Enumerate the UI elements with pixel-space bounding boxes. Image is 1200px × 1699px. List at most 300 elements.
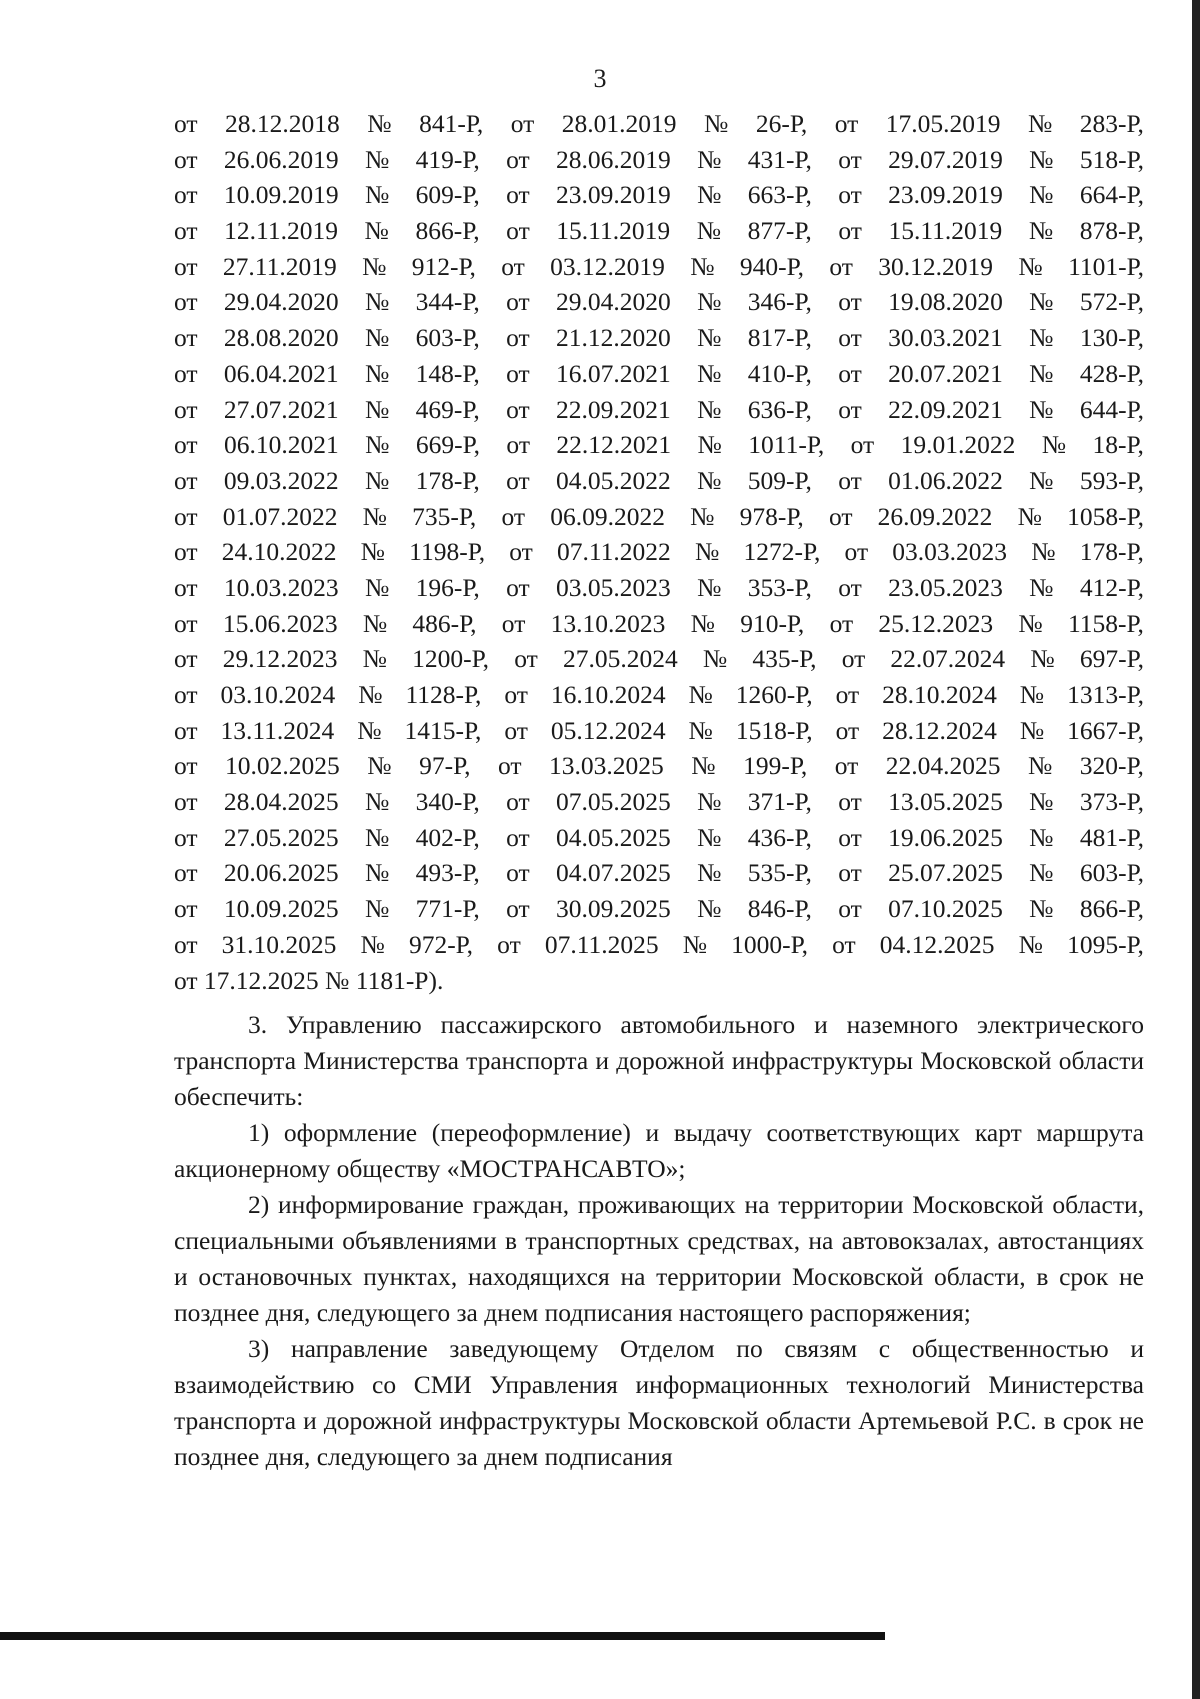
reference-token: 636-Р, — [747, 394, 812, 424]
reference-token: 27.07.2021 — [223, 394, 339, 424]
reference-token: от — [174, 680, 198, 709]
reference-token: от — [497, 751, 522, 781]
reference-token: № — [364, 858, 390, 888]
reference-token: 402-Р, — [415, 822, 480, 852]
reference-token: 28.12.2024 — [882, 715, 997, 745]
reference-token: № — [364, 216, 389, 246]
reference-token: от — [501, 501, 526, 531]
reference-token: 27.05.2024 — [562, 644, 678, 674]
reference-token: 28.10.2024 — [882, 680, 997, 709]
reference-token: от — [174, 180, 198, 210]
reference-token: № — [682, 929, 708, 959]
section-3-item-2: 2) информирование граждан, проживающих на территории Московской области, специальными объявлениями в транспортных средствах, на автовокзалах, автостанциях и остановочных пунктах, находящихся на территории Московской области, в срок не позднее дня, следующего за днем подписания настоящего распоряжения; — [174, 1190, 1144, 1327]
reference-token: № — [1019, 680, 1045, 709]
reference-token: № — [1029, 287, 1054, 317]
reference-token: 148-Р, — [415, 358, 480, 388]
reference-token: 01.06.2022 — [888, 465, 1003, 495]
reference-token: от — [506, 394, 530, 424]
reference-line — [174, 463, 1144, 499]
reference-token: 06.09.2022 — [550, 501, 665, 531]
reference-token: 29.12.2023 — [222, 644, 338, 674]
reference-token: 29.07.2019 — [888, 144, 1003, 174]
reference-token: № — [362, 501, 387, 531]
reference-token: 486-Р, — [412, 608, 477, 638]
reference-token: от — [174, 287, 198, 317]
reference-token: 428-Р, — [1079, 358, 1144, 388]
reference-token: 04.05.2025 — [555, 822, 671, 852]
reference-token: № — [364, 894, 390, 924]
reference-token: от — [838, 822, 862, 852]
reference-token: 13.03.2025 — [549, 751, 664, 781]
reference-token: 20.06.2025 — [223, 858, 339, 888]
reference-token: 846-Р, — [747, 894, 812, 924]
reference-token: 518-Р, — [1079, 144, 1144, 174]
reference-line — [174, 855, 1144, 891]
reference-token: от — [504, 680, 528, 709]
reference-token: от — [506, 858, 530, 888]
section-3-item-1: 1) оформление (переоформление) и выдачу соответствующих карт маршрута акционерному обществу «МОСТРАНСАВТО»; — [174, 1118, 1144, 1183]
reference-token: 30.09.2025 — [555, 894, 671, 924]
reference-token: от — [174, 751, 198, 781]
reference-token: 469-Р, — [415, 394, 480, 424]
reference-token: № — [364, 144, 390, 174]
reference-token: № — [1018, 929, 1043, 959]
reference-token: от — [829, 608, 854, 638]
reference-line — [174, 427, 1144, 463]
reference-token: 28.01.2019 — [561, 109, 677, 138]
reference-token: от — [174, 608, 198, 638]
reference-token: 344-Р, — [415, 287, 480, 317]
reference-token: от — [174, 358, 198, 388]
reference-token: № — [360, 929, 385, 959]
reference-token: 866-Р, — [415, 216, 480, 246]
reference-token: от — [174, 465, 198, 495]
reference-token: № — [702, 644, 728, 674]
reference-line — [174, 356, 1144, 392]
reference-token: 10.03.2023 — [223, 572, 339, 602]
reference-token: 912-Р, — [411, 251, 476, 281]
reference-token: 1415-Р, — [404, 715, 482, 745]
reference-token: от — [834, 751, 859, 781]
reference-token: 27.05.2025 — [223, 822, 339, 852]
reference-token: 04.12.2025 — [879, 929, 995, 959]
reference-token: от — [506, 287, 530, 317]
reference-token: 18-Р, — [1092, 430, 1144, 460]
reference-token: 878-Р, — [1079, 216, 1144, 246]
reference-token: № — [1029, 787, 1054, 817]
reference-token: от — [828, 501, 853, 531]
reference-token: 23.09.2019 — [888, 180, 1003, 210]
reference-token: от — [174, 787, 198, 817]
reference-token: 1011-Р, — [748, 430, 825, 460]
reference-token: 866-Р, — [1079, 894, 1144, 924]
reference-token: 07.05.2025 — [555, 787, 671, 817]
reference-token: от — [506, 323, 530, 353]
reference-token: 28.06.2019 — [555, 144, 671, 174]
reference-token: 910-Р, — [740, 608, 805, 638]
reference-token: 28.12.2018 — [225, 109, 340, 138]
reference-token: № — [1029, 572, 1054, 602]
reference-token: 1313-Р, — [1067, 680, 1144, 709]
reference-token: № — [1029, 180, 1054, 210]
reference-token: от — [174, 394, 198, 424]
reference-token: от — [838, 787, 862, 817]
reference-token: 07.10.2025 — [888, 894, 1003, 924]
reference-token: от — [174, 858, 198, 888]
reference-token: № — [696, 216, 722, 246]
reference-token: № — [364, 180, 390, 210]
reference-line — [174, 784, 1144, 820]
reference-token: от — [174, 715, 198, 745]
reference-token: от — [835, 715, 860, 745]
reference-token: № — [697, 323, 722, 353]
reference-token: 972-Р, — [408, 929, 474, 959]
reference-token: от — [506, 144, 530, 174]
reference-token: № — [1029, 894, 1054, 924]
reference-token: 1272-Р, — [743, 537, 821, 567]
reference-token: № — [691, 751, 716, 781]
reference-token: № — [1027, 109, 1053, 138]
reference-token: 431-Р, — [747, 144, 812, 174]
reference-token: 353-Р, — [747, 572, 812, 602]
reference-token: от — [174, 572, 198, 602]
reference-token: от — [501, 251, 525, 281]
reference-token: 1200-Р, — [412, 644, 490, 674]
reference-token: № — [365, 430, 390, 460]
reference-token: от — [506, 822, 530, 852]
reference-token: № — [1029, 465, 1054, 495]
reference-token: 603-Р, — [1079, 858, 1144, 888]
reference-token: от — [506, 465, 530, 495]
reference-token: № — [1027, 751, 1053, 781]
reference-token: 644-Р, — [1079, 394, 1144, 424]
reference-token: 23.09.2019 — [555, 180, 671, 210]
reference-token: 603-Р, — [415, 323, 480, 353]
reference-token: от — [174, 644, 198, 674]
reference-token: № — [688, 680, 713, 709]
reference-token: от — [844, 537, 869, 567]
reference-token: от — [504, 715, 528, 745]
reference-token: от — [501, 608, 526, 638]
reference-token: 419-Р, — [415, 144, 480, 174]
reference-token: № — [688, 715, 713, 745]
reference-token: 09.03.2022 — [223, 465, 339, 495]
reference-token: от — [838, 394, 862, 424]
page-number: 3 — [593, 64, 607, 93]
reference-token: 10.02.2025 — [225, 751, 340, 781]
reference-token: 29.04.2020 — [555, 287, 671, 317]
reference-token: 320-Р, — [1079, 751, 1144, 781]
reference-token: от — [509, 537, 533, 567]
reference-token: 771-Р, — [415, 894, 480, 924]
reference-token: 22.04.2025 — [885, 751, 1001, 781]
reference-token: № — [367, 109, 392, 138]
reference-token: 697-Р, — [1079, 644, 1144, 674]
reference-token: от — [510, 109, 535, 138]
reference-token: 16.10.2024 — [550, 680, 666, 709]
reference-token: от — [174, 822, 198, 852]
reference-token: 19.08.2020 — [888, 287, 1003, 317]
reference-token: № — [697, 572, 722, 602]
scan-right-edge — [1192, 0, 1200, 1699]
reference-line — [174, 713, 1144, 749]
reference-token: 19.06.2025 — [888, 822, 1003, 852]
reference-token: № — [1030, 644, 1055, 674]
reference-token: 06.04.2021 — [223, 358, 339, 388]
reference-token: от — [506, 787, 530, 817]
reference-token: 05.12.2024 — [550, 715, 666, 745]
reference-token: № — [704, 109, 729, 138]
reference-token: № — [697, 465, 722, 495]
reference-line — [174, 177, 1144, 213]
section-3-item-3: 3) направление заведующему Отделом по связям с общественностью и взаимодействию со СМИ Управления информационных технологий Министерства транспорта и дорожной инфраструктуры Московской области Артемьевой Р.С. в срок не позднее дня, следующего за днем подписания — [174, 1334, 1144, 1471]
reference-token: 664-Р, — [1079, 180, 1144, 210]
reference-token: 28.08.2020 — [223, 323, 339, 353]
reference-token: от — [838, 180, 862, 210]
reference-token: от — [506, 180, 530, 210]
reference-token: 877-Р, — [747, 216, 812, 246]
reference-token: № — [364, 358, 390, 388]
reference-token: 04.07.2025 — [555, 858, 671, 888]
reference-token: № — [1018, 251, 1043, 281]
reference-token: № — [1029, 144, 1054, 174]
reference-token: 03.10.2024 — [220, 680, 336, 709]
reference-token: 22.12.2021 — [556, 430, 672, 460]
reference-token: № — [697, 894, 722, 924]
reference-token: 97-Р, — [419, 751, 471, 781]
reference-token: № — [364, 287, 390, 317]
reference-line — [174, 392, 1144, 428]
reference-token: от — [838, 465, 862, 495]
reference-token: 436-Р, — [747, 822, 812, 852]
reference-token: от — [838, 144, 862, 174]
reference-token: № — [1029, 822, 1054, 852]
reference-token: № — [364, 572, 390, 602]
section-3 — [174, 1007, 1144, 1475]
reference-token: от — [514, 644, 538, 674]
reference-token: 1158-Р, — [1067, 608, 1144, 638]
reference-token: № — [1018, 608, 1043, 638]
reference-token: 609-Р, — [415, 180, 480, 210]
reference-token: № — [367, 751, 392, 781]
reference-token: от — [506, 216, 530, 246]
reference-token: 22.09.2021 — [555, 394, 671, 424]
reference-token: № — [1029, 858, 1054, 888]
reference-token: от — [838, 358, 862, 388]
reference-line — [174, 891, 1144, 927]
reference-token: № — [360, 537, 385, 567]
reference-token: № — [1017, 501, 1042, 531]
reference-token: от — [174, 894, 198, 924]
reference-token: № — [1028, 216, 1054, 246]
reference-token: 535-Р, — [747, 858, 812, 888]
reference-token: от — [174, 929, 198, 959]
reference-token: 24.10.2022 — [221, 537, 337, 567]
scan-bottom-rule — [0, 1632, 885, 1640]
reference-token: от — [174, 501, 198, 531]
reference-token: № — [1019, 715, 1045, 745]
reference-token: № — [1031, 537, 1056, 567]
reference-token: от — [838, 287, 862, 317]
reference-token: № — [364, 465, 390, 495]
reference-token: от — [174, 430, 198, 460]
reference-token: 30.12.2019 — [878, 251, 994, 281]
reference-token: 509-Р, — [747, 465, 812, 495]
reference-token: от — [174, 251, 198, 281]
reference-token: 12.11.2019 — [224, 216, 338, 246]
section-3-intro: 3. Управлению пассажирского автомобильного и наземного электрического транспорта Министерства транспорта и дорожной инфраструктуры Московской области обеспечить: — [174, 1010, 1144, 1111]
reference-token: от — [838, 572, 862, 602]
reference-token: 25.07.2025 — [888, 858, 1003, 888]
reference-token: № — [362, 608, 388, 638]
reference-token: 572-Р, — [1079, 287, 1144, 317]
reference-token: 940-Р, — [739, 251, 805, 281]
reference-token: 21.12.2020 — [555, 323, 671, 353]
reference-line — [174, 249, 1144, 285]
reference-token: 1667-Р, — [1067, 715, 1144, 745]
reference-token: 03.03.2023 — [892, 537, 1008, 567]
reference-token: № — [1041, 430, 1067, 460]
reference-token: № — [697, 858, 722, 888]
reference-token: 31.10.2025 — [221, 929, 337, 959]
reference-token: 29.04.2020 — [223, 287, 339, 317]
reference-token: 07.11.2025 — [544, 929, 659, 959]
reference-line — [174, 606, 1144, 642]
reference-line — [174, 142, 1144, 178]
reference-token: 15.11.2019 — [888, 216, 1003, 246]
reference-token: № — [358, 680, 383, 709]
reference-token: 346-Р, — [747, 287, 812, 317]
reference-token: 27.11.2019 — [222, 251, 337, 281]
reference-token: № — [362, 251, 387, 281]
reference-token: 1095-Р, — [1067, 929, 1144, 959]
reference-token: 20.07.2021 — [888, 358, 1003, 388]
reference-token: от — [174, 537, 198, 567]
reference-token: 13.11.2024 — [220, 715, 335, 745]
reference-line — [174, 677, 1144, 713]
reference-line — [174, 927, 1144, 963]
reference-token: от — [497, 929, 521, 959]
reference-line — [174, 748, 1144, 784]
reference-token: от — [838, 858, 862, 888]
reference-token: 178-Р, — [415, 465, 480, 495]
reference-token: 01.07.2022 — [222, 501, 338, 531]
reference-token: 481-Р, — [1079, 822, 1144, 852]
reference-line — [174, 284, 1144, 320]
reference-token: № — [697, 822, 722, 852]
reference-line — [174, 213, 1144, 249]
reference-line — [174, 106, 1144, 142]
reference-token: 1101-Р, — [1068, 251, 1144, 281]
reference-token: от — [174, 109, 198, 138]
reference-token: 663-Р, — [747, 180, 812, 210]
reference-token: № — [690, 608, 715, 638]
reference-token: 26.06.2019 — [223, 144, 339, 174]
reference-token: 23.05.2023 — [888, 572, 1003, 602]
reference-token: от — [506, 572, 530, 602]
reference-token: от — [174, 216, 198, 246]
reference-token: № — [1029, 394, 1054, 424]
reference-token: 17.05.2019 — [885, 109, 1001, 138]
reference-token: 06.10.2021 — [223, 430, 339, 460]
reference-token: № — [697, 430, 722, 460]
reference-token: 07.11.2022 — [557, 537, 671, 567]
reference-token: 841-Р, — [419, 109, 484, 138]
reference-token: 03.05.2023 — [555, 572, 671, 602]
reference-token: № — [364, 787, 390, 817]
order-references-list — [174, 106, 1144, 998]
reference-token: № — [362, 644, 387, 674]
reference-token: 1000-Р, — [731, 929, 809, 959]
reference-token: 1198-Р, — [409, 537, 486, 567]
reference-line — [174, 641, 1144, 677]
reference-token: 1518-Р, — [735, 715, 813, 745]
reference-token: 22.07.2024 — [890, 644, 1006, 674]
reference-token: 1058-Р, — [1067, 501, 1144, 531]
reference-token: от — [835, 680, 860, 709]
reference-token: 130-Р, — [1079, 323, 1144, 353]
reference-token: 493-Р, — [415, 858, 480, 888]
reference-token: 373-Р, — [1079, 787, 1144, 817]
reference-token: № — [364, 822, 390, 852]
reference-token: 26-Р, — [755, 109, 808, 138]
reference-token: 412-Р, — [1079, 572, 1144, 602]
reference-token: 199-Р, — [743, 751, 808, 781]
reference-token: № — [357, 715, 382, 745]
reference-token: 1260-Р, — [735, 680, 813, 709]
reference-token: 25.12.2023 — [878, 608, 994, 638]
reference-token: 26.09.2022 — [877, 501, 993, 531]
reference-token: 978-Р, — [739, 501, 804, 531]
reference-token: № — [697, 394, 722, 424]
reference-line — [174, 820, 1144, 856]
reference-token: 10.09.2019 — [223, 180, 339, 210]
reference-token: № — [690, 251, 715, 281]
reference-token: 669-Р, — [415, 430, 480, 460]
reference-line — [174, 499, 1144, 535]
reference-line-final: от 17.12.2025 № 1181-Р). — [174, 965, 444, 995]
reference-token: 283-Р, — [1079, 109, 1144, 138]
reference-token: № — [697, 287, 722, 317]
reference-token: 435-Р, — [752, 644, 817, 674]
reference-line — [174, 570, 1144, 606]
reference-token: № — [364, 323, 390, 353]
reference-token: 10.09.2025 — [223, 894, 339, 924]
reference-token: 196-Р, — [415, 572, 480, 602]
reference-token: от — [850, 430, 875, 460]
reference-token: 178-Р, — [1079, 537, 1144, 567]
reference-token: № — [1029, 358, 1054, 388]
reference-token: 19.01.2022 — [900, 430, 1016, 460]
reference-token: от — [838, 894, 862, 924]
reference-token: от — [506, 430, 530, 460]
reference-token: № — [697, 358, 722, 388]
reference-token: № — [697, 787, 722, 817]
reference-token: 30.03.2021 — [888, 323, 1003, 353]
reference-token: от — [832, 929, 856, 959]
reference-token: 22.09.2021 — [888, 394, 1003, 424]
reference-token: № — [690, 501, 715, 531]
reference-token: 16.07.2021 — [555, 358, 671, 388]
reference-token: 593-Р, — [1079, 465, 1144, 495]
reference-token: № — [694, 537, 720, 567]
reference-line — [174, 534, 1144, 570]
reference-token: от — [841, 644, 866, 674]
reference-token: № — [697, 180, 722, 210]
reference-token: 817-Р, — [747, 323, 812, 353]
reference-token: 410-Р, — [747, 358, 812, 388]
reference-token: 371-Р, — [747, 787, 812, 817]
